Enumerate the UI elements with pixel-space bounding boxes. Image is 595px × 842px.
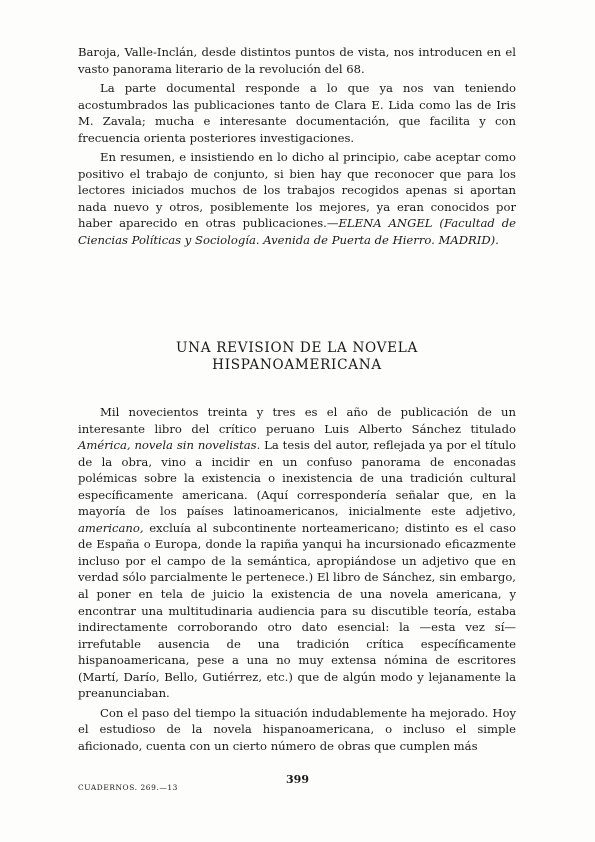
paragraph: [78, 404, 516, 702]
text-segment: Baroja, Valle-Inclán, desde distintos puntos de vista, nos introducen en el vasto panorama literario de la revolución del 68.: [78, 45, 516, 76]
paragraph: [78, 80, 516, 146]
text-segment: La tesis del autor, reflejada ya por el título de la obra, vino a incidir en un confuso panorama de enconadas polémicas sobre la existencia o inexistencia de una tradición cultural específicamente americana. (Aquí correspondería señalar que, en la mayoría de los países latinoamericanos, inicialmente este adjetivo,: [78, 438, 516, 519]
italic-term: americano,: [78, 520, 144, 535]
text-segment: La parte documental responde a lo que ya nos van teniendo acostumbrados las publicaciones tanto de Clara E. Lida como las de Iris M. Zavala; mucha e interesante documentación, que facilita y con frecuencia orienta posteriores investigaciones.: [78, 81, 516, 145]
preceding-review-text: [78, 44, 516, 249]
author-signature: ELENA ANGEL (Facultad de Ciencias Políticas y Sociología. Avenida de Puerta de Hierro. MADRID).: [78, 216, 517, 248]
paragraph: [78, 44, 516, 77]
paragraph: [78, 149, 516, 248]
book-title: América, novela sin novelistas.: [78, 438, 261, 453]
text-segment: En resumen, e insistiendo en lo dicho al principio, cabe aceptar como positivo el trabajo de conjunto, si bien hay que reconocer que para los lectores iniciados muchos de los trabajos recogidos apenas si aportan nada nuevo y otros, posiblemente los mejores, ya eran conocidos por haber aparecido en otras publicaciones.—: [78, 150, 516, 231]
text-segment: Mil novecientos treinta y tres es el año de publicación de un interesante libro del crítico peruano Luis Alberto Sánchez titulado: [78, 405, 516, 436]
page-number: 399: [286, 773, 309, 786]
section-title-line: HISPANOAMERICANA: [212, 357, 382, 373]
text-segment: Con el paso del tiempo la situación indudablemente ha mejorado. Hoy el estudioso de la novela hispanoamericana, o incluso el simple aficionado, cuenta con un cierto número de obras que cumplen más: [78, 705, 516, 753]
footer-signature-mark: CUADERNOS. 269.—13: [78, 783, 178, 792]
section-title: [78, 340, 516, 374]
section-title-line: UNA REVISION DE LA NOVELA: [175, 340, 419, 356]
article-body: [78, 404, 516, 754]
paragraph: [78, 705, 516, 755]
text-segment: excluía al subcontinente norteamericano; distinto es el caso de España o Europa, donde la rapiña yanqui ha incursionado eficazmente incluso por el campo de la semántica, apropiándose un adjetivo que en verdad sólo parcialmente le pertenece.) El libro de Sánchez, sin embargo, al poner en tela de juicio la existencia de una novela americana, y encontrar una multitudinaria audiencia para su discutible teoría, estaba indirectamente corroborando otro dato esencial: la —esta vez sí— irrefutable ausencia de una tradición crítica específicamente hispanoamericana, pese a una no muy extensa nómina de escritores (Martí, Darío, Bello, Gutiérrez, etc.) que de algún modo y lejanamente la preanunciaban.: [78, 520, 516, 701]
